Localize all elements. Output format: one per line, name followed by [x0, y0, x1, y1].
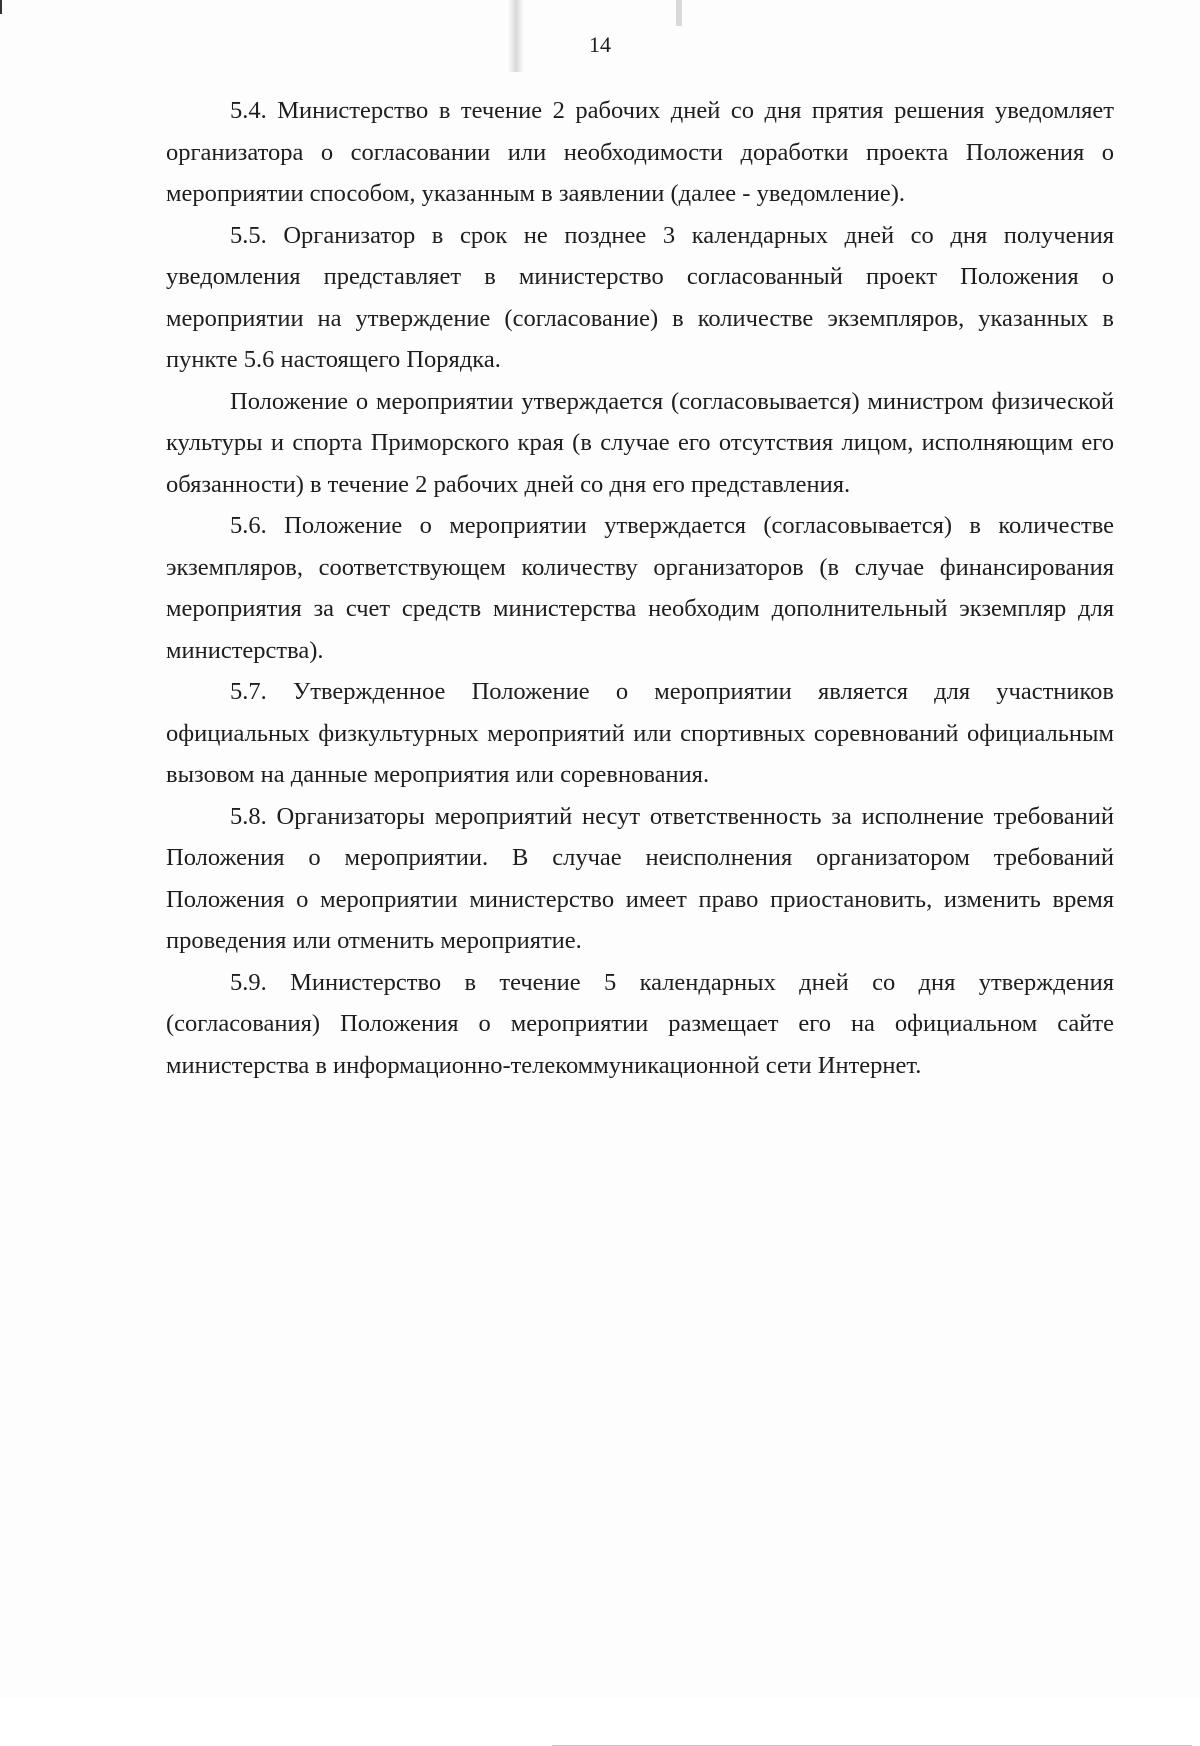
paragraph-5-4: 5.4. Министерство в течение 2 рабочих дней со дня прятия решения уведомляет организатора о согласовании или необходимости доработки проекта Положения о мероприятии способом, указанным в заявлении (далее - уведомление). [166, 97, 1114, 207]
paragraph-5-5: 5.5. Организатор в срок не позднее 3 календарных дней со дня получения уведомления представляет в министерство согласованный проект Положения о мероприятии на утверждение (согласование) в количестве экземпляров, указанных в пункте 5.6 настоящего Порядка. [166, 221, 1114, 373]
paragraph-5-8: 5.8. Организаторы мероприятий несут ответственность за исполнение требований Положения о мероприятии. В случае неисполнения организатором требований Положения о мероприятии министерство имеет право приостановить, изменить время проведения или отменить мероприятие. [166, 802, 1114, 954]
paragraph-5-7: 5.7. Утвержденное Положение о мероприятии является для участников официальных физкультурных мероприятий или спортивных соревнований официальным вызовом на данные мероприятия или соревнования. [166, 678, 1114, 788]
paragraph-approval: Положение о мероприятии утверждается (согласовывается) министром физической культуры и спорта Приморского края (в случае его отсутствия лицом, исполняющим его обязанности) в течение 2 рабочих дней со дня его представления. [166, 387, 1114, 498]
page-number: 14 [589, 32, 611, 57]
scan-corner-mark [0, 0, 2, 14]
scan-artifact-small [676, 0, 682, 26]
document-body [166, 90, 1114, 1086]
paragraph-5-6: 5.6. Положение о мероприятии утверждается (согласовывается) в количестве экземпляров, соответствующем количеству организаторов (в случае финансирования мероприятия за счет средств министерства необходим дополнительный экземпляр для министерства). [166, 512, 1114, 664]
paragraph-5-9: 5.9. Министерство в течение 5 календарных дней со дня утверждения (согласования) Положения о мероприятии размещает его на официальном сайте министерства в информационно-телекоммуникационной сети Интернет. [166, 968, 1114, 1079]
